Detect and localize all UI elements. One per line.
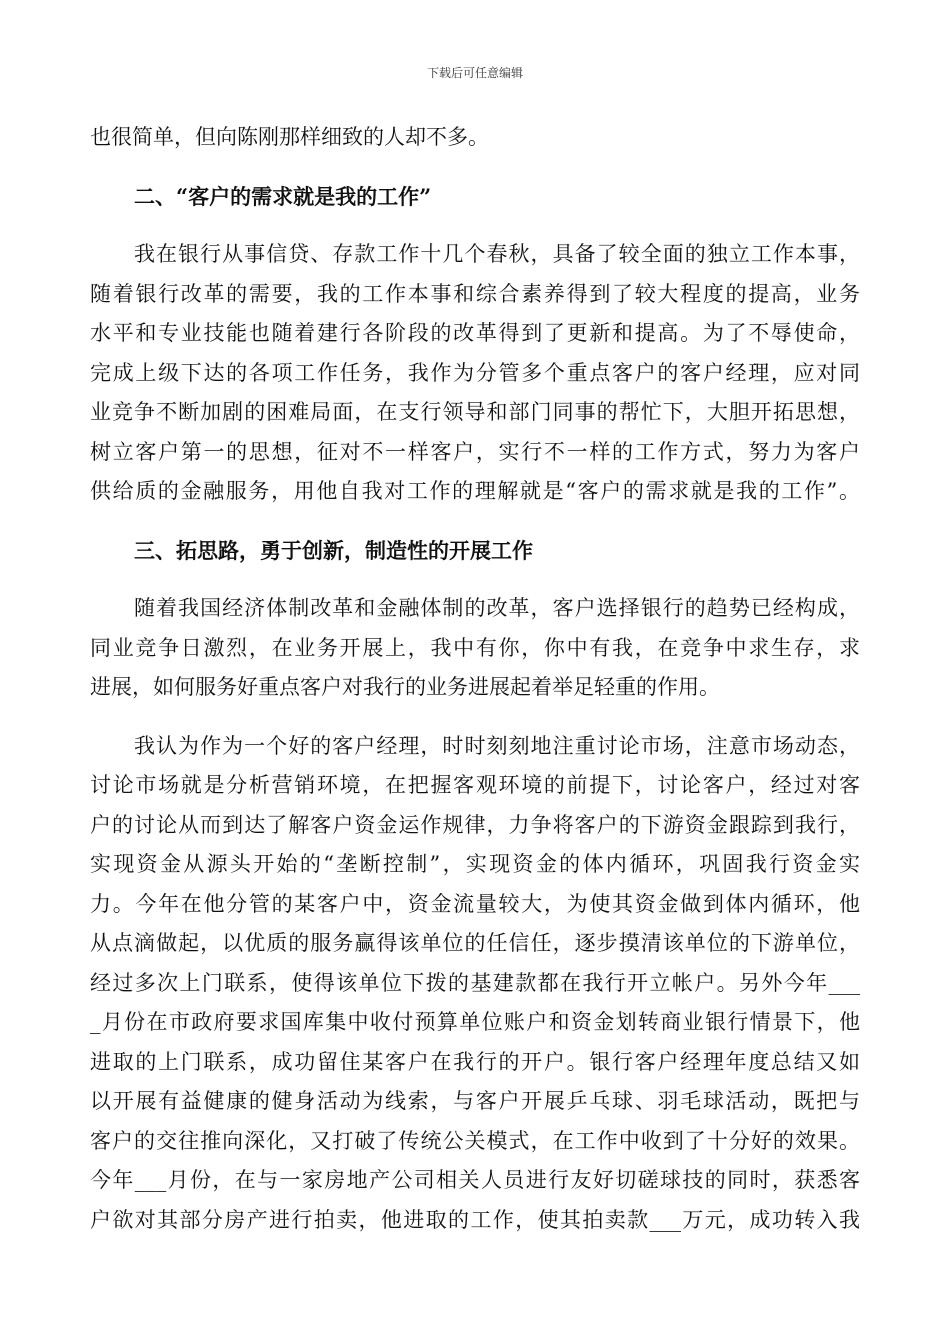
paragraph-line: 树立客户第一的思想，征对不一样客户，实行不一样的工作方式，努力为客户 xyxy=(90,439,860,464)
paragraph-line: 以开展有益健康的健身活动为线索，与客户开展乒乓球、羽毛球活动，既把与 xyxy=(90,1089,860,1113)
paragraph-line: 供给质的金融服务，用他自我对工作的理解就是“客户的需求就是我的工作”。 xyxy=(90,479,860,503)
paragraph-line: 我在银行从事信贷、存款工作十几个春秋，具备了较全面的独立工作本事， xyxy=(134,242,860,266)
paragraph-line: 同业竞争日激烈，在业务开展上，我中有你，你中有我，在竞争中求生存，求 xyxy=(90,635,860,660)
document-body xyxy=(90,118,860,1240)
paragraph-line: 进取的上门联系，成功留住某客户在我行的开户。银行客户经理年度总结又如 xyxy=(90,1049,860,1074)
paragraph-line: 进展，如何服务好重点客户对我行的业务进展起着举足轻重的作用。 xyxy=(90,675,720,699)
section-heading: 二、“客户的需求就是我的工作” xyxy=(134,183,432,209)
paragraph-line: 讨论市场就是分析营销环境，在把握客观环境的前提下，讨论客户，经过对客 xyxy=(90,773,860,797)
paragraph-line: 业竞争不断加剧的困难局面，在支行领导和部门同事的帮忙下，大胆开拓思想， xyxy=(90,400,860,424)
paragraph-line: 经过多次上门联系，使得该单位下拨的基建款都在我行开立帐户。另外今年___ xyxy=(90,970,860,995)
paragraph-line: 也很简单，但向陈刚那样细致的人却不多。 xyxy=(90,125,489,149)
paragraph-line: 户欲对其部分房产进行拍卖，他进取的工作，使其拍卖款___万元，成功转入我 xyxy=(90,1207,860,1232)
section-heading: 三、拓思路，勇于创新，制造性的开展工作 xyxy=(134,537,533,563)
paragraph-line: 水平和专业技能也随着建行各阶段的改革得到了更新和提高。为了不辱使命， xyxy=(90,321,860,345)
paragraph-line: 客户的交往推向深化，又打破了传统公关模式，在工作中收到了十分好的效果。 xyxy=(90,1128,860,1153)
paragraph-line: 实现资金从源头开始的“垄断控制”，实现资金的体内循环，巩固我行资金实 xyxy=(90,852,860,876)
paragraph-line: 从点滴做起，以优质的服务赢得该单位的任信任，逐步摸清该单位的下游单位， xyxy=(90,931,860,955)
page-header: 下载后可任意编辑 xyxy=(426,66,523,80)
paragraph-line: 今年___月份，在与一家房地产公司相关人员进行友好切磋球技的同时，获悉客 xyxy=(90,1168,860,1192)
paragraph-line: 力。今年在他分管的某客户中，资金流量较大，为使其资金做到体内循环，他 xyxy=(90,891,860,916)
paragraph-line: 随着银行改革的需要，我的工作本事和综合素养得到了较大程度的提高，业务 xyxy=(90,281,860,306)
paragraph-line: 随着我国经济体制改革和金融体制的改革，客户选择银行的趋势已经构成， xyxy=(134,596,860,620)
paragraph-line: 完成上级下达的各项工作任务，我作为分管多个重点客户的客户经理，应对同 xyxy=(90,360,860,385)
paragraph-line: 户的讨论从而到达了解客户资金运作规律，力争将客户的下游资金跟踪到我行， xyxy=(90,812,860,837)
paragraph-line: _月份在市政府要求国库集中收付预算单位账户和资金划转商业银行情景下，他 xyxy=(90,1010,860,1034)
paragraph-line: 我认为作为一个好的客户经理，时时刻刻地注重讨论市场，注意市场动态， xyxy=(134,733,860,758)
